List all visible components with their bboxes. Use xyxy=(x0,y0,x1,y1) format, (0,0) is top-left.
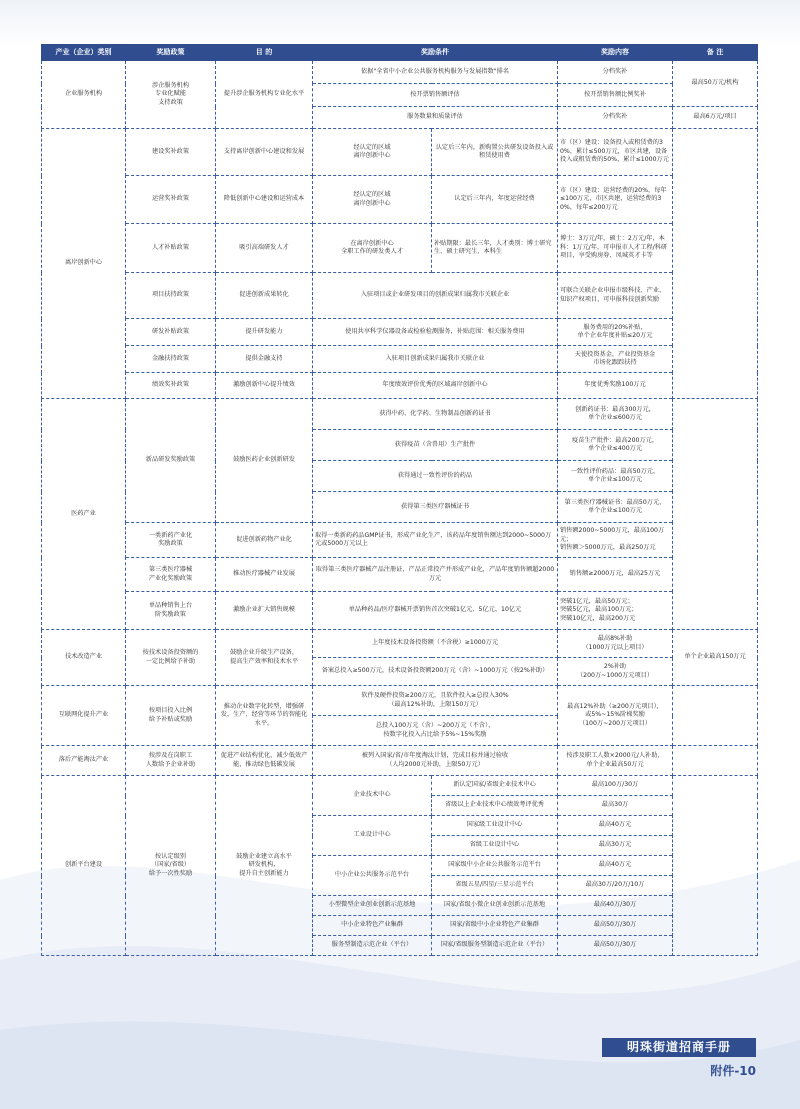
reward-cell: 最高8%补助 （1000万元以上项目） xyxy=(558,630,673,658)
policy-cell: 项目扶持政策 xyxy=(126,273,216,319)
reward-cell: 服务费用的20%补贴， 单个企业年度补贴≤20万元 xyxy=(558,319,673,346)
note-cell: 最高6万元/项目 xyxy=(673,107,758,129)
platform-type-cell: 中小企业特色产业集群 xyxy=(313,916,432,936)
condition-cell: 入驻项目创新成果归属我市关联企业 xyxy=(313,346,558,373)
reward-cell: 一致性评价药品：最高50万元， 单个企业≤100万元 xyxy=(558,461,673,492)
policy-cell: 第三类医疗器械 产业化奖励政策 xyxy=(126,558,216,592)
note-cell xyxy=(673,129,758,399)
condition-cell: 获得第三类医疗器械证书 xyxy=(313,492,558,523)
category-cell: 创新平台建设 xyxy=(42,776,126,956)
purpose-cell: 提供金融支持 xyxy=(216,346,313,373)
condition-cell: 被列入国家/省/市年度淘汰计划，完成目标并通过验收 （人均2000元补助，上限50万元） xyxy=(313,746,558,776)
platform-type-cell: 小型微型企业创业创新示范基地 xyxy=(313,896,432,916)
table-row xyxy=(42,224,758,273)
condition-cell: 省级五星/四星/三星示范平台 xyxy=(432,876,558,896)
reward-cell: 最高30万 xyxy=(558,796,673,816)
condition-cell: 省级以上企业技术中心绩效考评优秀 xyxy=(432,796,558,816)
reward-cell: 天使投资基金，产业投资基金 市场化跟踪扶持 xyxy=(558,346,673,373)
category-cell: 技术改造产业 xyxy=(42,630,126,686)
category-cell: 医药产业 xyxy=(42,399,126,630)
reward-cell: 销售额≥2000万元，最高25万元 xyxy=(558,558,673,592)
reward-cell: 最高50万/30万 xyxy=(558,916,673,936)
policy-cell: 按认定级别 （国家/省级） 给予一次性奖励 xyxy=(126,776,216,956)
reward-cell: 突破1亿元，最高50万元； 突破5亿元，最高100万元； 突破10亿元，最高200万元 xyxy=(558,592,673,630)
note-cell xyxy=(673,746,758,776)
condition-cell: 获得中药、化学药、生物制品创新药证书 xyxy=(313,399,558,430)
purpose-cell: 促进创新成果转化 xyxy=(216,273,313,319)
reward-cell: 市（区）建设：设备投入或租赁费的30%，累计≤500万元，市区共建，设备投入或租赁费的50%，累计≤1000万元 xyxy=(558,129,673,176)
condition-cell: 获得通过一致性评价的药品 xyxy=(313,461,558,492)
purpose-cell: 激励企业扩大销售规模 xyxy=(216,592,313,630)
reward-cell: 市（区）建设：运营经费的20%，每年≤100万元，市区共建，运营经费的30%，每年≤200万元 xyxy=(558,176,673,224)
reward-cell: 2%补助 （200万~1000万元项目） xyxy=(558,658,673,686)
category-cell: 落后产能淘汰产业 xyxy=(42,746,126,776)
table-row xyxy=(42,630,758,658)
header-purpose: 目 的 xyxy=(216,45,313,61)
platform-type-cell: 中小企业公共服务示范平台 xyxy=(313,856,432,896)
reward-cell: 第三类医疗器械证书：最高50万元， 单个企业≤100万元 xyxy=(558,492,673,523)
reward-cell: 最高30万/20万/10万 xyxy=(558,876,673,896)
category-cell: 企业服务机构 xyxy=(42,61,126,129)
condition-cell: 服务数量和质量评估 xyxy=(313,107,558,129)
reward-cell: 可联合关联企业申报市级科技、产业、知识产权项目，可申报科技创新奖励 xyxy=(558,273,673,319)
reward-cell: 最高50万/30万 xyxy=(558,936,673,956)
purpose-cell: 促进产业结构优化，减少低效产能，推动绿色低碳发展 xyxy=(216,746,313,776)
platform-type-cell: 工业设计中心 xyxy=(313,816,432,856)
policy-cell: 涉企服务机构 专业化赋能 支持政策 xyxy=(126,61,216,129)
table-row xyxy=(42,523,758,558)
category-cell: 互联网化提升产业 xyxy=(42,686,126,746)
reward-cell: 最高12%补助（≥200万元项目）， 或5%~15%阶梯奖励 （100万~200万元项目） xyxy=(558,686,673,746)
condition-cell: 使用共享科学仪器设备或检验检测服务，补贴范围：相关服务费用 xyxy=(313,319,558,346)
purpose-cell: 推动企业数字化转型，增强研发、生产、经营等环节的智能化水平。 xyxy=(216,686,313,746)
purpose-cell: 鼓励企业升级生产设备， 提高生产效率和技术水平 xyxy=(216,630,313,686)
reward-cell: 博士：3万元/年，硕士：2万元/年，本科：1万元/年，可申报市人才工程/科研项目，享受购房券、凤城英才卡等 xyxy=(558,224,673,273)
reward-cell: 创新药证书：最高300万元， 单个企业≤600万元 xyxy=(558,399,673,430)
table-row xyxy=(42,373,758,399)
page-number: 附件-10 xyxy=(710,1064,756,1078)
note-cell: 最高50万元/机构 xyxy=(673,61,758,107)
condition-cell: 单品种药品/医疗器械开票销售首次突破1亿元、5亿元、10亿元 xyxy=(313,592,558,630)
condition-cell: 上年度技术设备投资额（不含税）≥1000万元 xyxy=(313,630,558,658)
purpose-cell: 鼓励医药企业创新研发 xyxy=(216,399,313,523)
reward-cell: 最高40万元 xyxy=(558,816,673,836)
reward-cell: 最高30万元 xyxy=(558,836,673,856)
condition-cell: 在离岸创新中心 全职工作的研发类人才 xyxy=(313,224,432,273)
reward-cell: 最高100万/30万 xyxy=(558,776,673,796)
note-cell xyxy=(673,686,758,746)
table-row xyxy=(42,176,758,224)
condition-detail-cell: 认定后三年内，新购置公共研发设备投入或租赁使用费 xyxy=(432,129,558,176)
policy-cell: 一类新药产业化 奖励政策 xyxy=(126,523,216,558)
reward-cell: 按开票销售额比例奖补 xyxy=(558,84,673,107)
condition-cell: 按开票销售额评估 xyxy=(313,84,558,107)
policy-cell: 按项目投入比例 给予补贴或奖励 xyxy=(126,686,216,746)
reward-cell: 分档奖补 xyxy=(558,107,673,129)
condition-cell: 总投入100万元（含）~200万元（不含）， 按数字化投入占比给予5%~15%奖励 xyxy=(313,716,558,746)
purpose-cell: 降低创新中心建设和运营成本 xyxy=(216,176,313,224)
table-row xyxy=(42,746,758,776)
table-row xyxy=(42,686,758,716)
condition-cell: 依据"全省中小企业公共服务机构服务与发展指数"排名 xyxy=(313,61,558,84)
policy-cell: 单品种销售上台 阶奖励政策 xyxy=(126,592,216,630)
purpose-cell: 促进创新药物产业化 xyxy=(216,523,313,558)
note-cell: 单个企业最高150万元 xyxy=(673,630,758,686)
policy-cell: 绩效奖补政策 xyxy=(126,373,216,399)
policy-table xyxy=(41,44,758,956)
purpose-cell: 激励创新中心提升绩效 xyxy=(216,373,313,399)
policy-cell: 按涉及在岗职工 人数给予企业补助 xyxy=(126,746,216,776)
purpose-cell: 支持离岸创新中心建设和发展 xyxy=(216,129,313,176)
purpose-cell: 推动医疗器械产业发展 xyxy=(216,558,313,592)
condition-cell: 备案总投入≥500万元，技术设备投资额200万元（含）~1000万元（按2%补助） xyxy=(313,658,558,686)
table-row xyxy=(42,273,758,319)
platform-type-cell: 企业技术中心 xyxy=(313,776,432,816)
policy-cell: 运营奖补政策 xyxy=(126,176,216,224)
table-header-row xyxy=(42,45,758,61)
condition-cell: 获得疫苗（含兽用）生产批件 xyxy=(313,430,558,461)
purpose-cell: 吸引高端研发人才 xyxy=(216,224,313,273)
purpose-cell: 提升涉企服务机构专业化水平 xyxy=(216,61,313,129)
category-cell: 离岸创新中心 xyxy=(42,129,126,399)
policy-cell: 按技术设备投资额的 一定比例给予补助 xyxy=(126,630,216,686)
reward-cell: 最高40万/30万 xyxy=(558,896,673,916)
condition-cell: 年度绩效评价优秀的区域离岸创新中心 xyxy=(313,373,558,399)
policy-cell: 新品研发奖励政策 xyxy=(126,399,216,523)
table-row xyxy=(42,776,758,796)
note-cell xyxy=(673,776,758,956)
condition-cell: 取得第三类医疗器械产品注册证，产品正常投产并形成产业化，产品年度销售额超2000万元 xyxy=(313,558,558,592)
reward-cell: 销售额2000~5000万元，最高100万元； 销售额＞5000万元，最高250万元 xyxy=(558,523,673,558)
reward-cell: 最高40万元 xyxy=(558,856,673,876)
table-row xyxy=(42,319,758,346)
purpose-cell: 提升研发能力 xyxy=(216,319,313,346)
note-cell xyxy=(673,399,758,630)
reward-cell: 按涉及职工人数×2000元/人补助， 单个企业最高50万元 xyxy=(558,746,673,776)
condition-cell: 国家级工业设计中心 xyxy=(432,816,558,836)
condition-cell: 取得一类新药药品GMP证书，形成产业化生产，该药品年度销售额达到2000~5000万元或5000万元以上 xyxy=(313,523,558,558)
condition-cell: 国家/省级中小企业特色产业集群 xyxy=(432,916,558,936)
condition-cell: 国家/省级服务型制造示范企业（平台） xyxy=(432,936,558,956)
condition-cell: 新认定国家/省级企业技术中心 xyxy=(432,776,558,796)
reward-cell: 年度优秀奖励100万元 xyxy=(558,373,673,399)
policy-cell: 建设奖补政策 xyxy=(126,129,216,176)
header-note: 备 注 xyxy=(673,45,758,61)
header-condition: 奖励条件 xyxy=(313,45,558,61)
table-row xyxy=(42,592,758,630)
condition-cell: 国家级中小企业公共服务示范平台 xyxy=(432,856,558,876)
header-reward: 奖励内容 xyxy=(558,45,673,61)
reward-cell: 疫苗生产批件：最高200万元， 单个企业≤400万元 xyxy=(558,430,673,461)
policy-cell: 研发补贴政策 xyxy=(126,319,216,346)
condition-detail-cell: 认定后三年内，年度运营经费 xyxy=(432,176,558,224)
condition-cell: 省级工业设计中心 xyxy=(432,836,558,856)
header-policy: 奖励政策 xyxy=(126,45,216,61)
policy-cell: 金融扶持政策 xyxy=(126,346,216,373)
condition-cell: 国家/省级小微企业创业创新示范基地 xyxy=(432,896,558,916)
platform-type-cell: 服务型制造示范企业（平台） xyxy=(313,936,432,956)
handbook-title-banner: 明珠街道招商手册 xyxy=(602,1038,756,1057)
table-row xyxy=(42,399,758,430)
table-row xyxy=(42,558,758,592)
table-row xyxy=(42,346,758,373)
header-category: 产业（企业）类别 xyxy=(42,45,126,61)
purpose-cell: 鼓励企业建立高水平 研发机构， 提升自主创新能力 xyxy=(216,776,313,956)
condition-cell: 入驻项目或企业研发项目的创新成果归属我市关联企业 xyxy=(313,273,558,319)
policy-cell: 人才补贴政策 xyxy=(126,224,216,273)
table-row xyxy=(42,129,758,176)
reward-cell: 分档奖补 xyxy=(558,61,673,84)
condition-cell: 软件及硬件投资≥200万元，且软件投入≥总投入30% （最高12%补助，上限150万元） xyxy=(313,686,558,716)
condition-detail-cell: 补贴期限：最长三年，人才类别：博士研究生、硕士研究生、本科生 xyxy=(432,224,558,273)
table-row xyxy=(42,61,758,84)
condition-cell: 经认定的区域 离岸创新中心 xyxy=(313,129,432,176)
condition-cell: 经认定的区域 离岸创新中心 xyxy=(313,176,432,224)
